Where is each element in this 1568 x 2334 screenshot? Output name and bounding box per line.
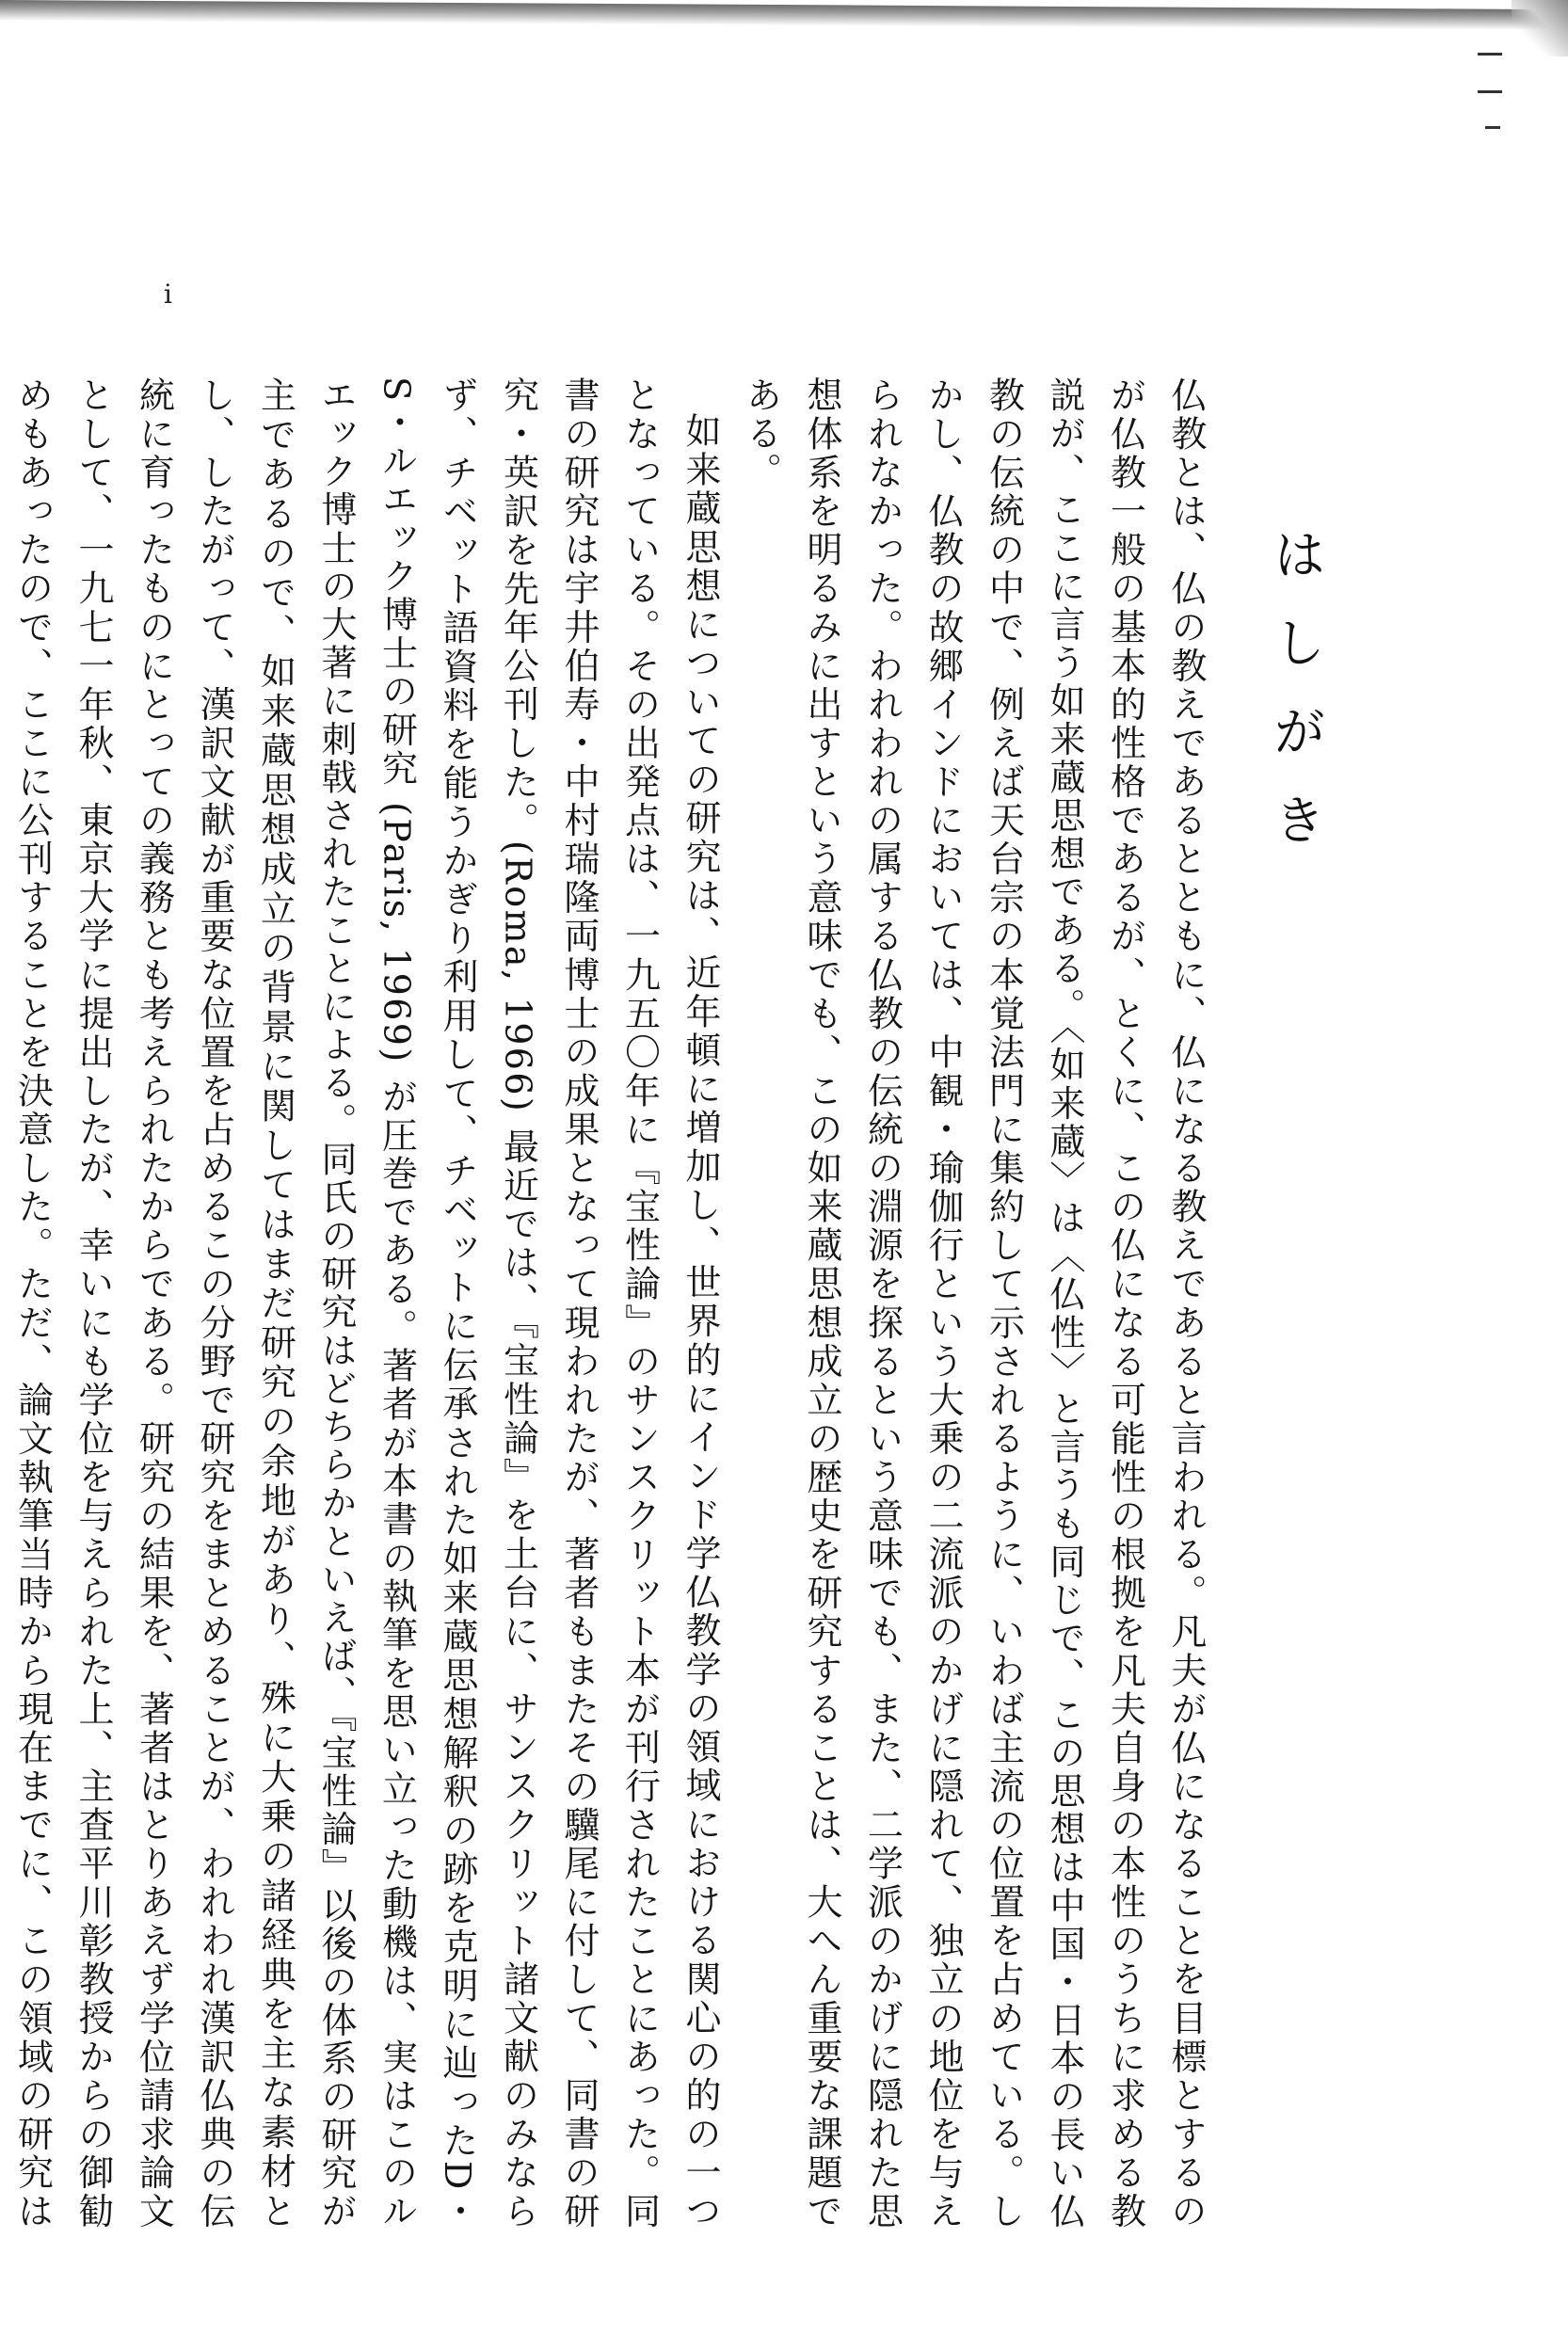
- margin-marks: [1478, 36, 1506, 139]
- scan-corner-shadow: [1512, 0, 1568, 56]
- body-text: [11, 376, 1216, 2230]
- margin-mark: [1478, 90, 1502, 93]
- scan-top-edge: [0, 0, 1568, 30]
- paragraph-1: 仏教とは、仏の教えであるとともに、仏になる教えであると言われる。凡夫が仏になることを目標とするのが仏教一般の基本的性格であるが、とくに、この仏になる可能性の根拠を凡夫自身の本性のうちに求める教説が、ここに言う如来蔵思想である。〈如来蔵〉は〈仏性〉と言うも同じで、この思想は中国・日本の長い仏教の伝統の中で、例えば天台宗の本覚法門に集約して示されるように、いわば主流の位置を占めている。しかし、仏教の故郷インドにおいては、中観・瑜伽行という大乗の二流派のかげに隠れて、独立の地位を与えられなかった。われわれの属する仏教の伝統の淵源を探るという意味でも、また、二学派のかげに隠れた思想体系を明るみに出すという意味でも、この如来蔵思想成立の歴史を研究することは、大へん重要な課題である。: [740, 376, 1207, 2230]
- page-number: i: [164, 279, 172, 310]
- page-title: はしがき: [1265, 527, 1326, 881]
- margin-mark: [1478, 53, 1502, 56]
- margin-mark: [1485, 126, 1500, 129]
- paragraph-2: 如来蔵思想についての研究は、近年頓に増加し、世界的にインド学仏教学の領域における関心の的の一つとなっている。その出発点は、一九五〇年に『宝性論』のサンスクリット本が刊行されたことにあった。同書の研究は宇井伯寿・中村瑞隆両博士の成果となって現われたが、著者もまたその驥尾に付して、同書の研究・英訳を先年公刊した。(Roma, 1966) 最近では、『宝性論』を土台に、サンスクリット諸文献のみならず、チベット語資料を能うかぎり利用して、チベットに伝承された如来蔵思想解釈の跡を克明に辿ったD・S・ルエック博士の研究 (Paris, 1969) が圧巻である。著者が本書の執筆を思い立った動機は、実はこのルエック博士の大著に刺戟されたことによる。同氏の研究はどちらかといえば、『宝性論』以後の体系の研究が主であるので、如来蔵思想成立の背景に関してはまだ研究の余地があり、殊に大乗の諸経典を主な素材とし、したがって、漢訳文献が重要な位置を占めるこの分野で研究をまとめることが、われわれ漢訳仏典の伝統に育ったものにとっての義務とも考えられたからである。研究の結果を、著者はとりあえず学位請求論文として、一九七一年秋、東京大学に提出したが、幸いにも学位を与えられた上、主査平川彰教授からの御勧めもあったので、ここに公刊することを決意した。ただ、論文執筆当時から現在までに、この領域の研究は: [11, 376, 721, 2230]
